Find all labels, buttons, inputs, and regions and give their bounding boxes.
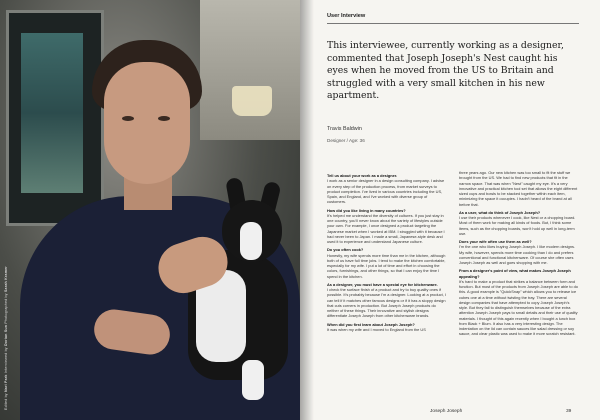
question: Do you often cook? [327, 247, 364, 253]
question: Tell us about your work as a designer. [327, 173, 398, 178]
answer: It was when my wife and I moved to England from the US [327, 326, 426, 332]
credit-photo-name: Sarah Kramer [4, 266, 8, 293]
question: As a designer, you must have a special eye for kitchenware. [327, 281, 438, 287]
photo-credits [4, 266, 8, 410]
question: From a designer's point of view, what makes Joseph Joseph appealing? [459, 268, 571, 279]
section-title: User Interview [327, 13, 366, 19]
text-column-1 [327, 170, 447, 332]
boston-terrier [182, 200, 292, 400]
lamp-shade [232, 86, 272, 116]
question: When did you first learn about Joseph Joseph? [327, 321, 415, 327]
page-number: 39 [566, 409, 572, 414]
text-page [300, 0, 600, 420]
credit-interview-label: Interviewed by [4, 347, 8, 374]
answer: I use their products whenever I cook, like Nest or a chopping board. Most of them work for making all kinds of foods. But, I think some items, such as the chopping boards, won't hold up well in long-term use. [459, 215, 576, 236]
dog-muzzle [240, 222, 262, 260]
answer: I check the surface finish of a product and try to buy quality ones if possible. It's probably because I'm a designer. Looking at a product, I can tell if it matches other famous designs or if it has a sloppy design that cuts corners in production. But Joseph Joseph products do neither of these things. Their innovative and stylish designs differentiate Joseph Joseph from other kitchenware brands. [327, 287, 446, 319]
answer: It's hard to make a product that strikes a balance between form and function. But most of the products from Joseph Joseph are able to do this. A good example is "QuickSnap" which allows you to release ice cubes one at a time without twisting the tray. There are several design companies that have attempted to copy Joseph Joseph's style. But they fail to distinguish themselves because of the extra attention Joseph Joseph pays to small details and their use of quality materials. I thought of this again recently when I bought a lunch box from Black + Blum. It also has a very interesting design. The indentation on the lid can contain sauces like salad dressing or soy sauce, and clear plastic was used to make it more scratch resistant. [459, 278, 578, 337]
intro-deck: This interviewee, currently working as a designer, commented that Joseph Joseph's Nest caught his eyes when he moved from the US to Britain and struggled with a very small kitchen in his new apartment. [327, 40, 564, 102]
man-face [104, 62, 190, 184]
background-window [200, 0, 300, 140]
answer: It's helped me understand the diversity of cultures. If you just stay in one country, you'll never know about the variety of lifestyles outside your own. For example, I once designed a product targeting the Japanese market when I worked at IBM. I struggled with it because I had never been to Japan. I made a small, Japanese-style desk and used it to experience and understand Japanese culture. [327, 212, 445, 244]
answer: I'm the one who likes buying Joseph Joseph. I like modern designs. My wife, however, spends more time cooking than I do and prefers conventional and functional kitchenware. Of course she often uses Joseph Joseph as well and goes shopping with me. [459, 244, 576, 265]
question: How did you like living in many countries? [327, 207, 406, 213]
interviewee-role: Designer / Age: 36 [327, 138, 365, 143]
credit-edited-name: Nari Park [4, 374, 8, 392]
footer-brand: Joseph Joseph [430, 409, 463, 414]
answer: Honestly, my wife spends more time than me in the kitchen, although both of us have full time jobs. I tend to make the kitchen comfortable, especially for my wife. I put a lot of time and effort in choosing the colors, furnishings, and other things, so that I can enjoy the time I spend in the kitchen. [327, 252, 446, 279]
dog-leg [242, 360, 264, 400]
section-rule [327, 23, 579, 24]
page-gutter-shadow [300, 0, 314, 420]
eye-right [158, 116, 170, 121]
question: As a user, what do think of Joseph Joseph? [459, 209, 541, 215]
text-column-2 [459, 170, 579, 337]
credit-photo-label: Photographed by [4, 293, 8, 324]
wall-picture-frame [6, 10, 104, 226]
interviewee-name: Travis Baldwin [327, 126, 362, 132]
question: Does your wife often use them as well? [459, 239, 532, 244]
credit-interview-name: Dorian Sun [4, 324, 8, 347]
painting [21, 33, 83, 193]
credit-edited-label: Edited by [4, 393, 8, 410]
answer-continued: three years ago. Our new kitchen was too small to fit the stuff we brought from the US. We had to find new products that fit in the narrow space. That was when "Nest" caught my eye. It's a very innovative and practical kitchen tool set that allows the eight different sized cups and bowls to be stacked together within each item, minimizing the space it occupies. I hadn't heard of the brand at all before that. [459, 170, 578, 207]
eye-left [122, 116, 134, 121]
answer: I work as a senior designer in a design consulting company. I advise on every step of the production process, from market surveys to product completion. I've lived in various countries including the US, Spain, and England, and I've worked with diverse group of customers. [327, 178, 445, 205]
